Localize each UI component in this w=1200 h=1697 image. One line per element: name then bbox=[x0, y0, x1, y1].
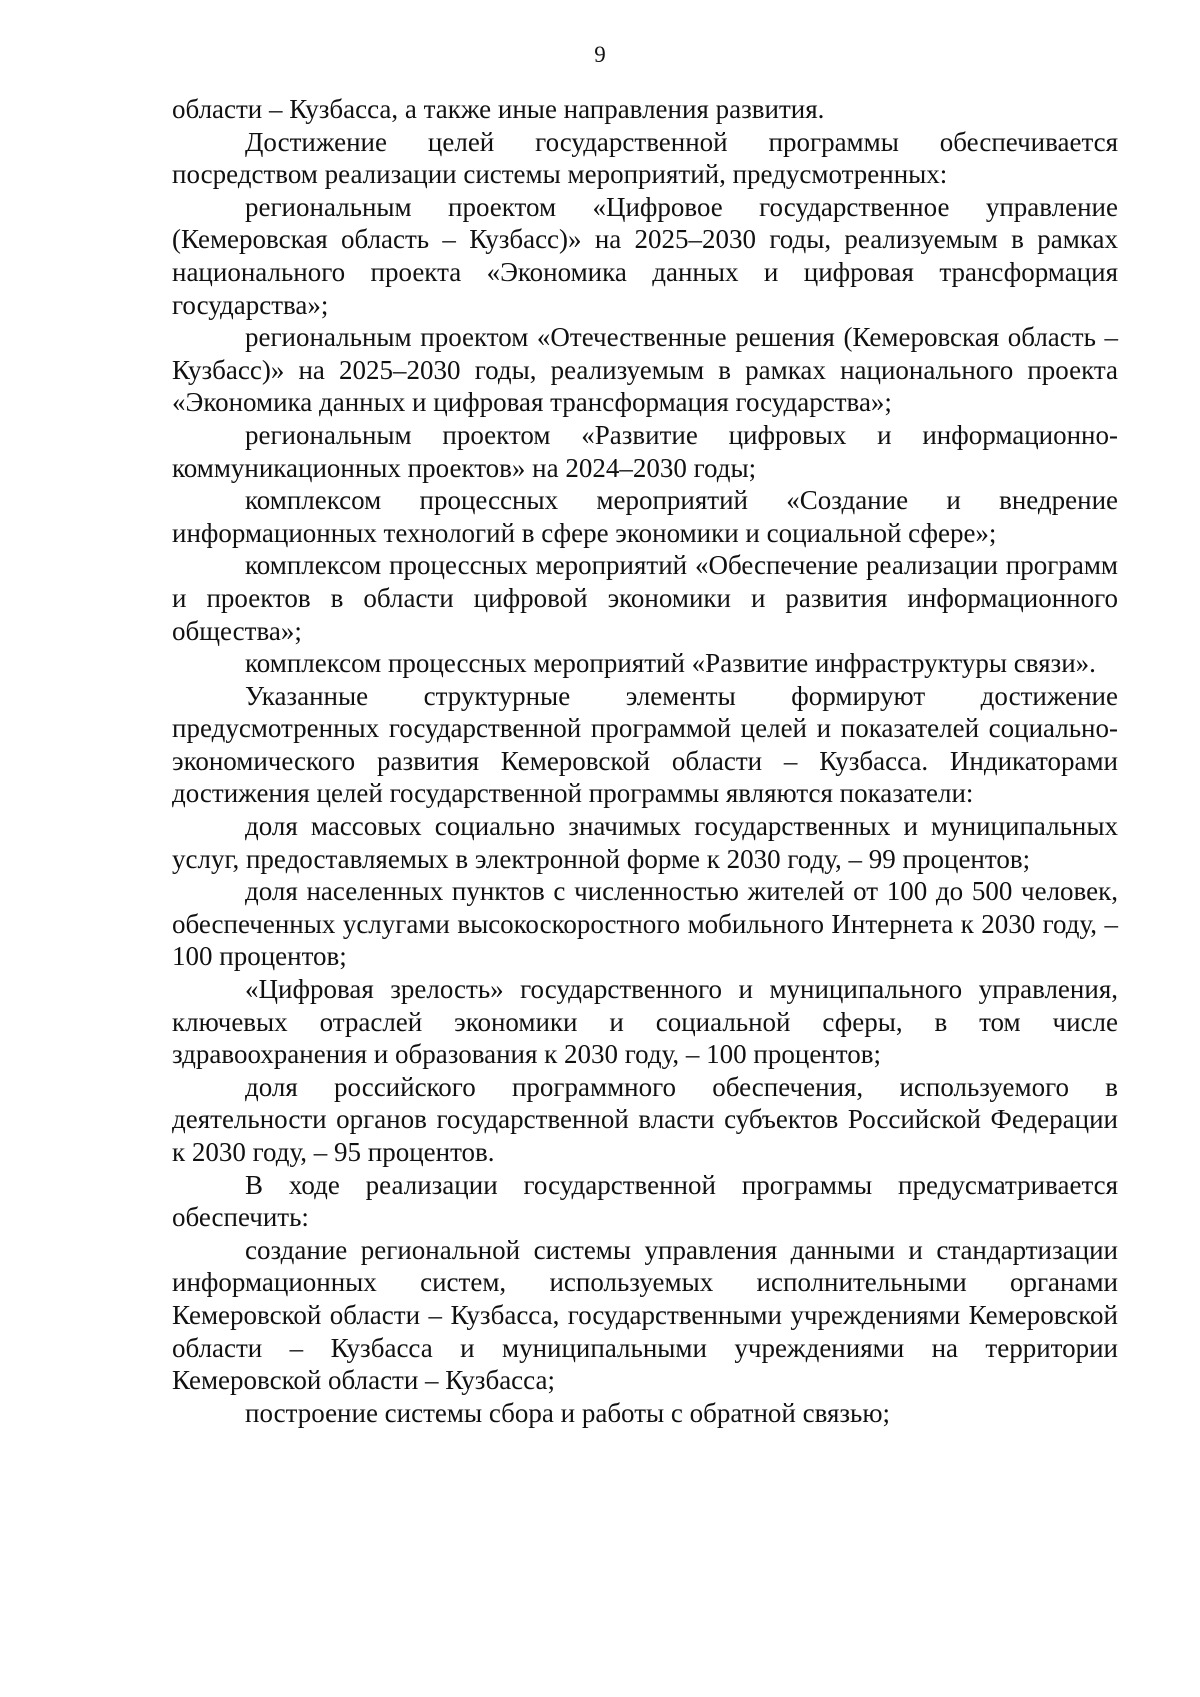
paragraph-continuation: области – Кузбасса, а также иные направления развития. bbox=[172, 94, 825, 124]
paragraph-indicator-digital-maturity: «Цифровая зрелость» государственного и муниципального управления, ключевых отраслей экономики и социальной сферы, в том числе здравоохранения и образования к 2030 году, – 100 процентов; bbox=[172, 974, 1118, 1070]
page-number: 9 bbox=[594, 42, 606, 67]
paragraph-project-domestic-solutions: региональным проектом «Отечественные решения (Кемеровская область – Кузбасс)» на 2025–2030 годы, реализуемым в рамках национального проекта «Экономика данных и цифровая трансформация государства»; bbox=[172, 322, 1118, 418]
paragraph-complex-communications: комплексом процессных мероприятий «Развитие инфраструктуры связи». bbox=[245, 648, 1096, 679]
paragraph-complex-it-implementation: комплексом процессных мероприятий «Создание и внедрение информационных технологий в сфере экономики и социальной сфере»; bbox=[172, 485, 1118, 548]
paragraph-data-management-system: создание региональной системы управления данными и стандартизации информационных систем, используемых исполнительными органами Кемеровской области – Кузбасса, государственными учреждениями Кемеровской области – Кузбасса и муниципальными учреждениями на территории Кемеровской области – Кузбасса; bbox=[172, 1234, 1118, 1396]
paragraph-complex-program-support: комплексом процессных мероприятий «Обеспечение реализации программ и проектов в области цифровой экономики и развития информационного общества»; bbox=[172, 550, 1118, 646]
paragraph-feedback-system: построение системы сбора и работы с обратной связью; bbox=[245, 1397, 891, 1428]
document-body bbox=[172, 93, 1118, 1429]
paragraph-indicator-electronic-services: доля массовых социально значимых государственных и муниципальных услуг, предоставляемых в электронной форме к 2030 году, – 99 процентов; bbox=[172, 811, 1118, 874]
paragraph-indicator-domestic-software: доля российского программного обеспечения, используемого в деятельности органов государственной власти субъектов Российской Федерации к 2030 году, – 95 процентов. bbox=[172, 1071, 1118, 1167]
paragraph-project-digital-governance: региональным проектом «Цифровое государственное управление (Кемеровская область – Кузбасс)» на 2025–2030 годы, реализуемым в рамках национального проекта «Экономика данных и цифровая трансформация государства»; bbox=[172, 191, 1118, 320]
paragraph-project-digital-ict: региональным проектом «Развитие цифровых и информационно-коммуникационных проектов» на 2024–2030 годы; bbox=[172, 419, 1118, 483]
paragraph-program-provides: В ходе реализации государственной программы предусматривается обеспечить: bbox=[172, 1169, 1118, 1233]
paragraph-goals-achievement: Достижение целей государственной программы обеспечивается посредством реализации системы мероприятий, предусмотренных: bbox=[172, 126, 1118, 190]
paragraph-indicator-mobile-internet: доля населенных пунктов с численностью жителей от 100 до 500 человек, обеспеченных услугами высокоскоростного мобильного Интернета к 2030 году, – 100 процентов; bbox=[172, 876, 1118, 972]
paragraph-structural-elements: Указанные структурные элементы формируют достижение предусмотренных государственной программой целей и показателей социально-экономического развития Кемеровской области – Кузбасса. Индикаторами достижения целей государственной программы являются показатели: bbox=[172, 680, 1118, 809]
